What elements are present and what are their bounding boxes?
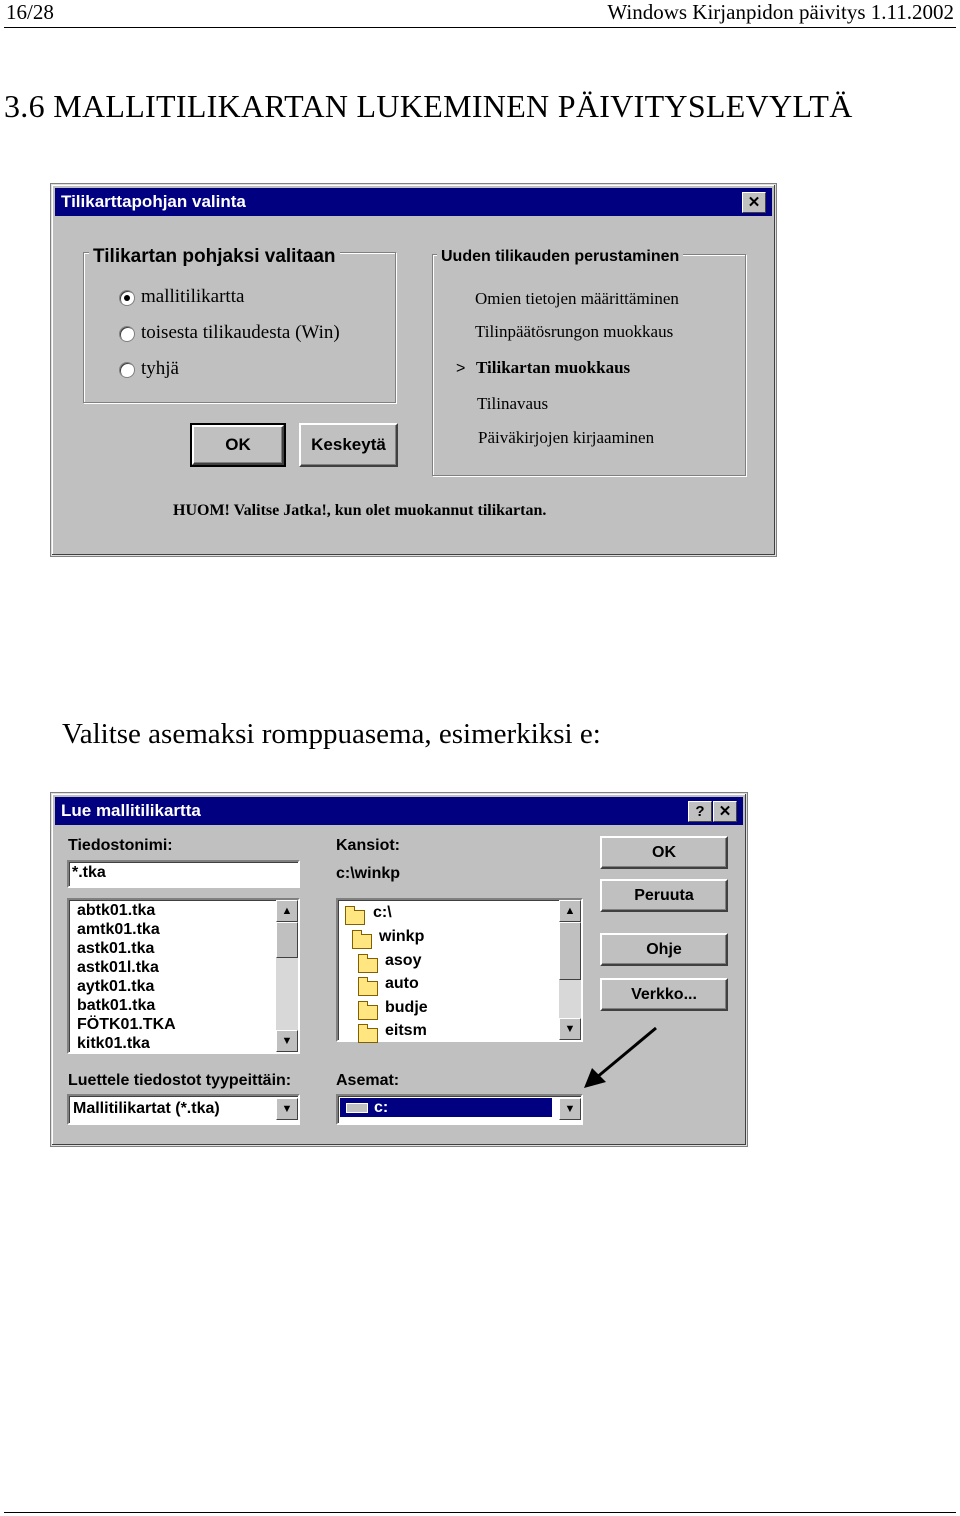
file-list[interactable] <box>67 898 300 1054</box>
folder-icon <box>358 1005 378 1020</box>
folder-item[interactable]: c:\ <box>373 904 392 921</box>
filetype-select[interactable] <box>67 1094 300 1125</box>
folder-list[interactable] <box>336 898 583 1042</box>
radio-toisesta-tilikaudesta[interactable] <box>119 326 135 342</box>
instruction-text: Valitse asemaksi romppuasema, esimerkiksi e: <box>62 718 601 750</box>
list-item[interactable]: abtk01.tka <box>77 902 156 919</box>
radio-mallitilikartta[interactable] <box>119 290 135 306</box>
list-item[interactable]: astk01.tka <box>77 940 155 957</box>
new-period-group-label: Uuden tilikauden perustaminen <box>437 248 683 266</box>
step-paivakirjat: Päiväkirjojen kirjaaminen <box>478 428 655 447</box>
filename-label: Tiedostonimi: <box>68 837 173 854</box>
scroll-thumb[interactable] <box>276 922 298 958</box>
filetype-value: Mallitilikartat (*.tka) <box>73 1100 220 1117</box>
folder-item[interactable]: budje <box>385 999 428 1016</box>
folder-list-scrollbar[interactable] <box>559 900 581 1040</box>
list-item[interactable]: FÖTK01.TKA <box>77 1016 176 1033</box>
document-title: Windows Kirjanpidon päivitys 1.11.2002 <box>607 0 954 24</box>
filename-input[interactable] <box>67 860 300 888</box>
scroll-thumb[interactable] <box>559 922 581 980</box>
step-marker: > <box>456 360 466 377</box>
option-label-tyhja: tyhjä <box>141 358 179 379</box>
list-item[interactable]: batk01.tka <box>77 997 156 1014</box>
folder-open-icon <box>345 910 365 925</box>
drive-icon <box>346 1103 368 1113</box>
footer-divider <box>4 1512 956 1513</box>
folder-item[interactable]: winkp <box>379 928 425 945</box>
scroll-down-icon[interactable]: ▼ <box>559 1018 581 1040</box>
folder-icon <box>358 958 378 973</box>
basis-group-label: Tilikartan pohjaksi valitaan <box>89 246 340 268</box>
scroll-up-icon[interactable]: ▲ <box>559 900 581 922</box>
option-label-mallitilikartta: mallitilikartta <box>141 286 245 307</box>
help-icon[interactable]: ? <box>688 801 712 822</box>
folder-open-icon <box>352 934 372 949</box>
chevron-down-icon[interactable]: ▼ <box>276 1098 298 1120</box>
drive-value: c: <box>374 1099 389 1116</box>
close-icon[interactable]: ✕ <box>742 192 766 213</box>
dialog-title: Tilikarttapohjan valinta <box>61 192 246 211</box>
step-tilinavaus: Tilinavaus <box>477 394 549 413</box>
tilikarttapohja-dialog <box>51 184 776 556</box>
drive-selection-highlight <box>340 1098 552 1117</box>
folder-item[interactable]: asoy <box>385 952 422 969</box>
list-item[interactable]: astk01l.tka <box>77 959 159 976</box>
folders-label: Kansiot: <box>336 837 400 854</box>
filetype-label: Luettele tiedostot tyypeittäin: <box>68 1072 292 1089</box>
page-number: 16/28 <box>6 0 54 24</box>
annotation-arrow <box>578 1022 668 1094</box>
ok-button[interactable]: OK <box>192 425 284 465</box>
list-item[interactable]: amtk01.tka <box>77 921 160 938</box>
ohje-button[interactable]: Ohje <box>600 933 728 966</box>
section-title: 3.6 MALLITILIKARTAN LUKEMINEN PÄIVITYSLEVYLTÄ <box>4 88 853 124</box>
header-divider <box>4 27 956 28</box>
radio-tyhja[interactable] <box>119 362 135 378</box>
folder-icon <box>358 981 378 996</box>
peruuta-button[interactable]: Peruuta <box>600 879 728 912</box>
chevron-down-icon[interactable]: ▼ <box>559 1098 581 1120</box>
step-tilinpaatosrunko: Tilinpäätösrungon muokkaus <box>475 322 674 341</box>
list-item[interactable]: kitk01.tka <box>77 1035 150 1052</box>
keskeyta-button[interactable]: Keskeytä <box>299 423 398 467</box>
verkko-button[interactable]: Verkko... <box>600 978 728 1011</box>
dialog-titlebar <box>55 188 772 216</box>
folder-item[interactable]: auto <box>385 975 419 992</box>
filename-value: *.tka <box>72 864 106 881</box>
step-omien-tietojen: Omien tietojen määrittäminen <box>475 289 679 308</box>
ok-button[interactable]: OK <box>600 836 728 869</box>
drives-label: Asemat: <box>336 1072 400 1089</box>
huom-note: HUOM! Valitse Jatka!, kun olet muokannut tilikartan. <box>173 502 547 519</box>
scroll-up-icon[interactable]: ▲ <box>276 900 298 922</box>
current-folder: c:\winkp <box>336 865 401 882</box>
drive-select[interactable] <box>336 1094 583 1125</box>
step-tilikartan-muokkaus: Tilikartan muokkaus <box>476 358 631 377</box>
scroll-down-icon[interactable]: ▼ <box>276 1030 298 1052</box>
dialog-titlebar <box>55 797 743 825</box>
dialog-title: Lue mallitilikartta <box>61 801 201 820</box>
close-icon[interactable]: ✕ <box>713 801 737 822</box>
file-list-scrollbar[interactable] <box>276 900 298 1052</box>
folder-item[interactable]: eitsm <box>385 1022 427 1039</box>
list-item[interactable]: aytk01.tka <box>77 978 155 995</box>
folder-icon <box>358 1028 378 1043</box>
option-label-toisesta: toisesta tilikaudesta (Win) <box>141 322 340 343</box>
